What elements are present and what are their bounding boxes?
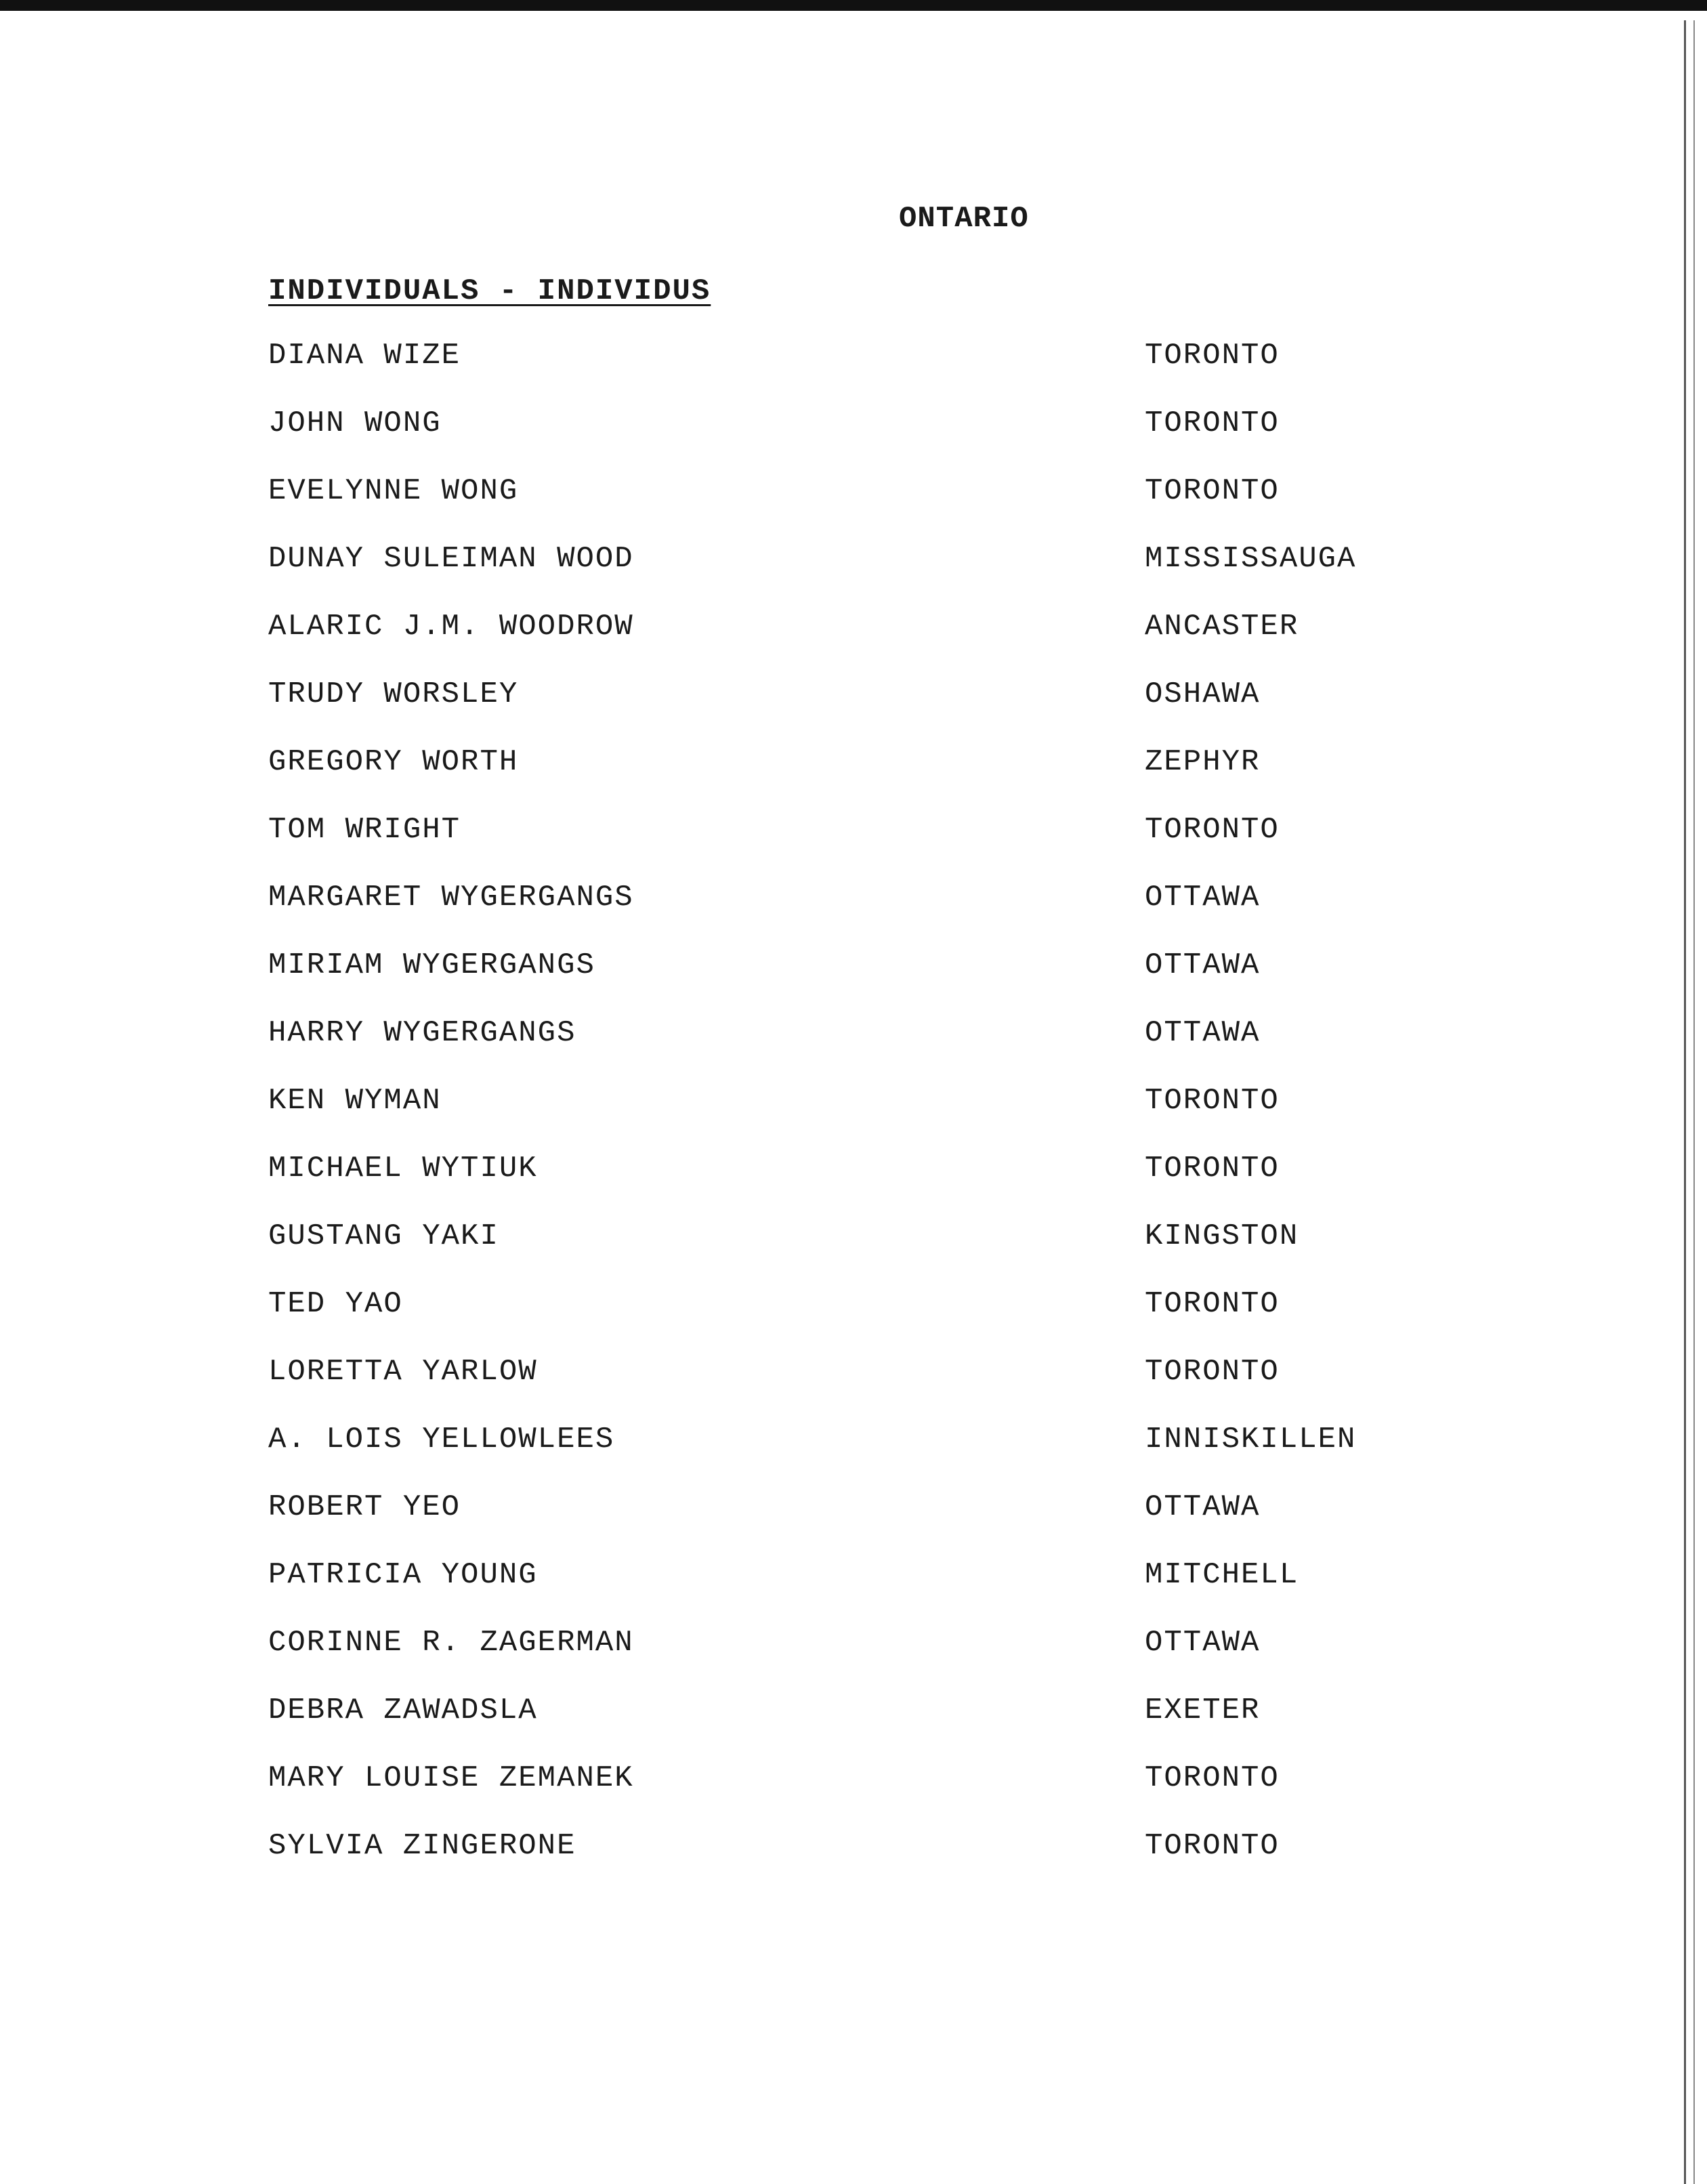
list-item [268,813,1488,881]
list-item [268,745,1488,813]
list-item [268,339,1488,406]
list-item [268,1287,1488,1355]
entry-name: MICHAEL WYTIUK [268,1152,538,1185]
entry-city: TORONTO [1145,1152,1280,1185]
individuals-list [268,339,1488,1897]
entry-name: CORINNE R. ZAGERMAN [268,1626,634,1660]
entry-name: DEBRA ZAWADSLA [268,1694,538,1727]
entry-city: TORONTO [1145,339,1280,373]
entry-city: OTTAWA [1145,948,1261,982]
entry-name: ROBERT YEO [268,1490,461,1524]
entry-city: TORONTO [1145,406,1280,440]
entry-city: TORONTO [1145,1761,1280,1795]
list-item [268,1219,1488,1287]
entry-name: JOHN WONG [268,406,442,440]
entry-name: HARRY WYGERGANGS [268,1016,576,1050]
list-item [268,474,1488,542]
list-item [268,1152,1488,1219]
entry-name: MIRIAM WYGERGANGS [268,948,595,982]
entry-city: OTTAWA [1145,1490,1261,1524]
entry-name: DIANA WIZE [268,339,461,373]
list-item [268,1558,1488,1626]
entry-name: TRUDY WORSLEY [268,677,519,711]
entry-city: TORONTO [1145,1829,1280,1863]
entry-city: TORONTO [1145,1355,1280,1389]
entry-name: MARY LOUISE ZEMANEK [268,1761,634,1795]
list-item [268,1761,1488,1829]
entry-city: OTTAWA [1145,1016,1261,1050]
entry-city: EXETER [1145,1694,1261,1727]
entry-city: MITCHELL [1145,1558,1299,1592]
entry-name: KEN WYMAN [268,1084,442,1118]
entry-city: OTTAWA [1145,881,1261,915]
entry-city: TORONTO [1145,813,1280,847]
entry-name: MARGARET WYGERGANGS [268,881,634,915]
list-item [268,542,1488,610]
entry-city: INNISKILLEN [1145,1423,1357,1456]
entry-city: ANCASTER [1145,610,1299,644]
entry-city: MISSISSAUGA [1145,542,1357,576]
list-item [268,1694,1488,1761]
entry-city: KINGSTON [1145,1219,1299,1253]
entry-name: ALARIC J.M. WOODROW [268,610,634,644]
entry-name: DUNAY SULEIMAN WOOD [268,542,634,576]
list-item [268,1084,1488,1152]
entry-name: A. LOIS YELLOWLEES [268,1423,615,1456]
list-item [268,1490,1488,1558]
entry-city: OTTAWA [1145,1626,1261,1660]
entry-name: LORETTA YARLOW [268,1355,538,1389]
entry-city: OSHAWA [1145,677,1261,711]
list-item [268,1829,1488,1897]
list-item [268,677,1488,745]
list-item [268,610,1488,677]
entry-name: TED YAO [268,1287,403,1321]
list-item [268,948,1488,1016]
list-item [268,1355,1488,1423]
list-item [268,1016,1488,1084]
entry-city: TORONTO [1145,1084,1280,1118]
scan-right-edge [1684,20,1686,2184]
entry-city: TORONTO [1145,474,1280,508]
entry-city: ZEPHYR [1145,745,1261,779]
entry-name: PATRICIA YOUNG [268,1558,538,1592]
list-item [268,406,1488,474]
entry-city: TORONTO [1145,1287,1280,1321]
list-item [268,881,1488,948]
list-item [268,1626,1488,1694]
entry-name: SYLVIA ZINGERONE [268,1829,576,1863]
scan-top-edge [0,0,1707,11]
entry-name: GREGORY WORTH [268,745,519,779]
page-title: ONTARIO [899,202,1029,236]
list-item [268,1423,1488,1490]
section-heading: INDIVIDUALS - INDIVIDUS [268,274,711,308]
scan-right-edge-inner [1693,20,1695,2184]
entry-name: GUSTANG YAKI [268,1219,499,1253]
entry-name: EVELYNNE WONG [268,474,519,508]
entry-name: TOM WRIGHT [268,813,461,847]
